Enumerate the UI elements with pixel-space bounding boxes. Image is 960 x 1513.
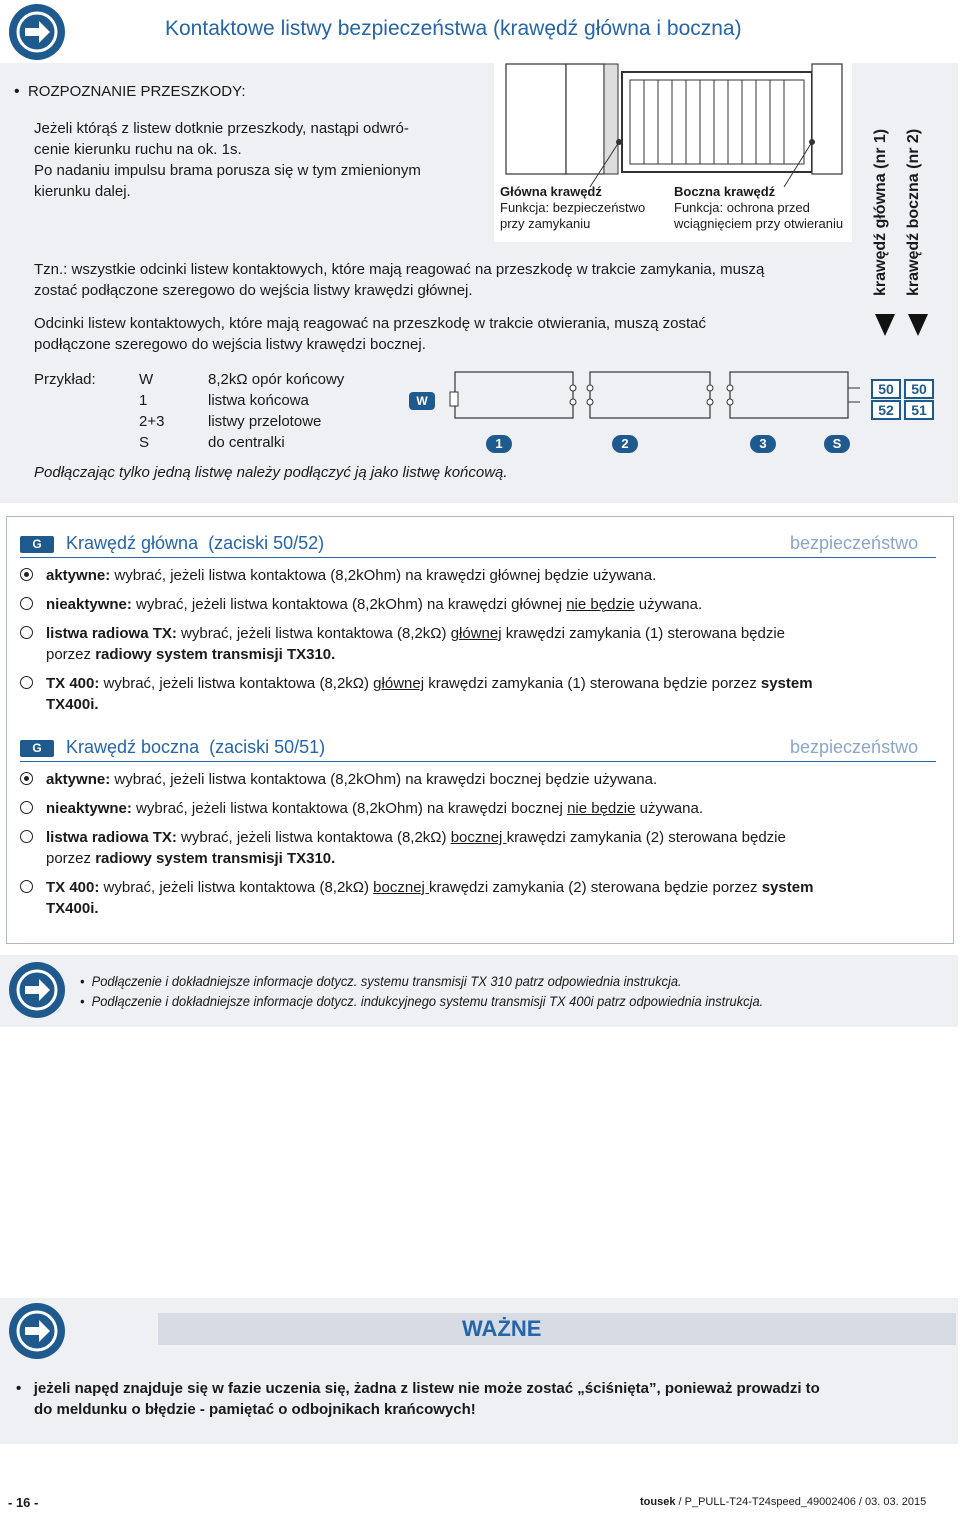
option-side-inactive: nieaktywne: wybrać, jeżeli listwa kontaktowa (8,2kOhm) na krawędzi bocznej nie będzie używana. bbox=[46, 800, 703, 817]
arrow-right-icon bbox=[9, 1303, 65, 1359]
radio-main-tx400[interactable] bbox=[20, 676, 33, 689]
intro-heading: • ROZPOZNANIE PRZESZKODY: bbox=[14, 83, 246, 100]
example-note: Podłączając tylko jedną listwę należy podłączyć ją jako listwę końcową. bbox=[34, 464, 508, 481]
section-right-side: bezpieczeństwo bbox=[790, 737, 919, 757]
option-main-inactive: nieaktywne: wybrać, jeżeli listwa kontaktowa (8,2kOhm) na krawędzi głównej nie będzie używana. bbox=[46, 596, 703, 613]
side-edge-caption: Boczna krawędź Funkcja: ochrona przed wciągnięciem przy otwieraniu bbox=[674, 184, 844, 231]
arrow-right-icon bbox=[9, 962, 65, 1018]
vertical-label-side: krawędź boczna (nr 2) bbox=[905, 128, 922, 296]
triangle-down-icon bbox=[907, 313, 929, 337]
resistor-label: W bbox=[409, 392, 435, 410]
important-title: WAŻNE bbox=[462, 1316, 542, 1341]
radio-main-inactive[interactable] bbox=[20, 597, 33, 610]
radio-side-tx400[interactable] bbox=[20, 880, 33, 893]
terminal-50-side: 50 bbox=[904, 379, 934, 399]
odcinki-text: Odcinki listew kontaktowych, które mają reagować na przeszkodę w trakcie otwierania, muszą zostać podłączone szeregowo do wejścia listwy krawędzi bocznej. bbox=[34, 315, 706, 353]
wiring-diagram bbox=[440, 368, 860, 428]
section-divider bbox=[20, 761, 936, 762]
page-title: Kontaktowe listwy bezpieczeństwa (krawędź główna i boczna) bbox=[165, 17, 742, 40]
strip-number-s: S bbox=[824, 435, 850, 453]
terminal-52: 52 bbox=[871, 400, 901, 420]
radio-main-tx[interactable] bbox=[20, 626, 33, 639]
important-text: • jeżeli napęd znajduje się w fazie uczenia się, żadna z listew nie może zostać „ściśnięta”, ponieważ prowadzi to do meldunku o błędzie - pamiętać o odbojnikach krańcowych! bbox=[16, 1380, 820, 1418]
strip-number-3: 3 bbox=[750, 435, 776, 453]
main-edge-caption: Główna krawędź Funkcja: bezpieczeństwo przy zamykaniu bbox=[500, 184, 646, 231]
section-title-side: Krawędź boczna (zaciski 50/51) bbox=[66, 737, 326, 757]
section-divider bbox=[20, 557, 936, 558]
terminal-50-main: 50 bbox=[871, 379, 901, 399]
radio-side-inactive[interactable] bbox=[20, 801, 33, 814]
strip-number-1: 1 bbox=[486, 435, 512, 453]
info-text: • Podłączenie i dokładniejsze informacje dotycz. systemu transmisji TX 310 patrz odpowiednia instrukcja. • Podłączenie i dokładniejsze informacje dotycz. indukcyjnego systemu transmisji TX 400i patrz odpowiednia instrukcja. bbox=[80, 973, 764, 1009]
option-main-tx400: TX 400: wybrać, jeżeli listwa kontaktowa (8,2kΩ) głównej krawędzi zamykania (1) sterowana będzie porzez system TX400i. bbox=[46, 675, 813, 713]
footer-doc: tousek / P_PULL-T24-T24speed_49002406 / 03. 03. 2015 bbox=[640, 1496, 927, 1508]
vertical-label-main: krawędź główna (nr 1) bbox=[872, 128, 889, 296]
arrow-right-icon bbox=[9, 4, 65, 60]
option-side-active: aktywne: wybrać, jeżeli listwa kontaktowa (8,2kOhm) na krawędzi bocznej będzie używana. bbox=[46, 771, 658, 788]
option-side-tx400: TX 400: wybrać, jeżeli listwa kontaktowa (8,2kΩ) bocznej krawędzi zamykania (2) sterowana będzie porzez system TX400i. bbox=[46, 879, 814, 917]
option-main-active: aktywne: wybrać, jeżeli listwa kontaktowa (8,2kOhm) na krawędzi głównej będzie używana. bbox=[46, 567, 657, 584]
radio-side-active[interactable] bbox=[20, 772, 33, 785]
section-tag-side: G bbox=[20, 740, 54, 757]
intro-text: Jeżeli którąś z listew dotknie przeszkody, nastąpi odwró- cenie kierunku ruchu na ok. 1s. Po nadaniu impulsu brama porusza się w tym zmienionym kierunku dalej. bbox=[34, 120, 421, 200]
radio-side-tx[interactable] bbox=[20, 830, 33, 843]
option-side-tx: listwa radiowa TX: wybrać, jeżeli listwa kontaktowa (8,2kΩ) bocznej krawędzi zamykania (2) sterowana będzie porzez radiowy system transmisji TX310. bbox=[46, 829, 786, 867]
option-main-tx: listwa radiowa TX: wybrać, jeżeli listwa kontaktowa (8,2kΩ) głównej krawędzi zamykania (1) sterowana będzie porzez radiowy system transmisji TX310. bbox=[46, 625, 786, 663]
radio-main-active[interactable] bbox=[20, 568, 33, 581]
section-title-main: Krawędź główna (zaciski 50/52) bbox=[66, 533, 325, 553]
example-label: Przykład: bbox=[34, 371, 96, 388]
section-tag-main: G bbox=[20, 536, 54, 553]
page-number: - 16 - bbox=[8, 1495, 39, 1510]
triangle-down-icon bbox=[874, 313, 896, 337]
strip-number-2: 2 bbox=[612, 435, 638, 453]
tzn-text: Tzn.: wszystkie odcinki listew kontaktowych, które mają reagować na przeszkodę w trakcie zamykania, muszą zostać podłączone szeregowo do wejścia listwy krawędzi głównej. bbox=[34, 261, 765, 299]
section-right-main: bezpieczeństwo bbox=[790, 533, 919, 553]
example-legend: W 8,2kΩ opór końcowy 1 listwa końcowa 2+3 listwy przelotowe S do centralki bbox=[139, 371, 345, 451]
important-header-bar bbox=[158, 1313, 956, 1345]
terminal-51: 51 bbox=[904, 400, 934, 420]
